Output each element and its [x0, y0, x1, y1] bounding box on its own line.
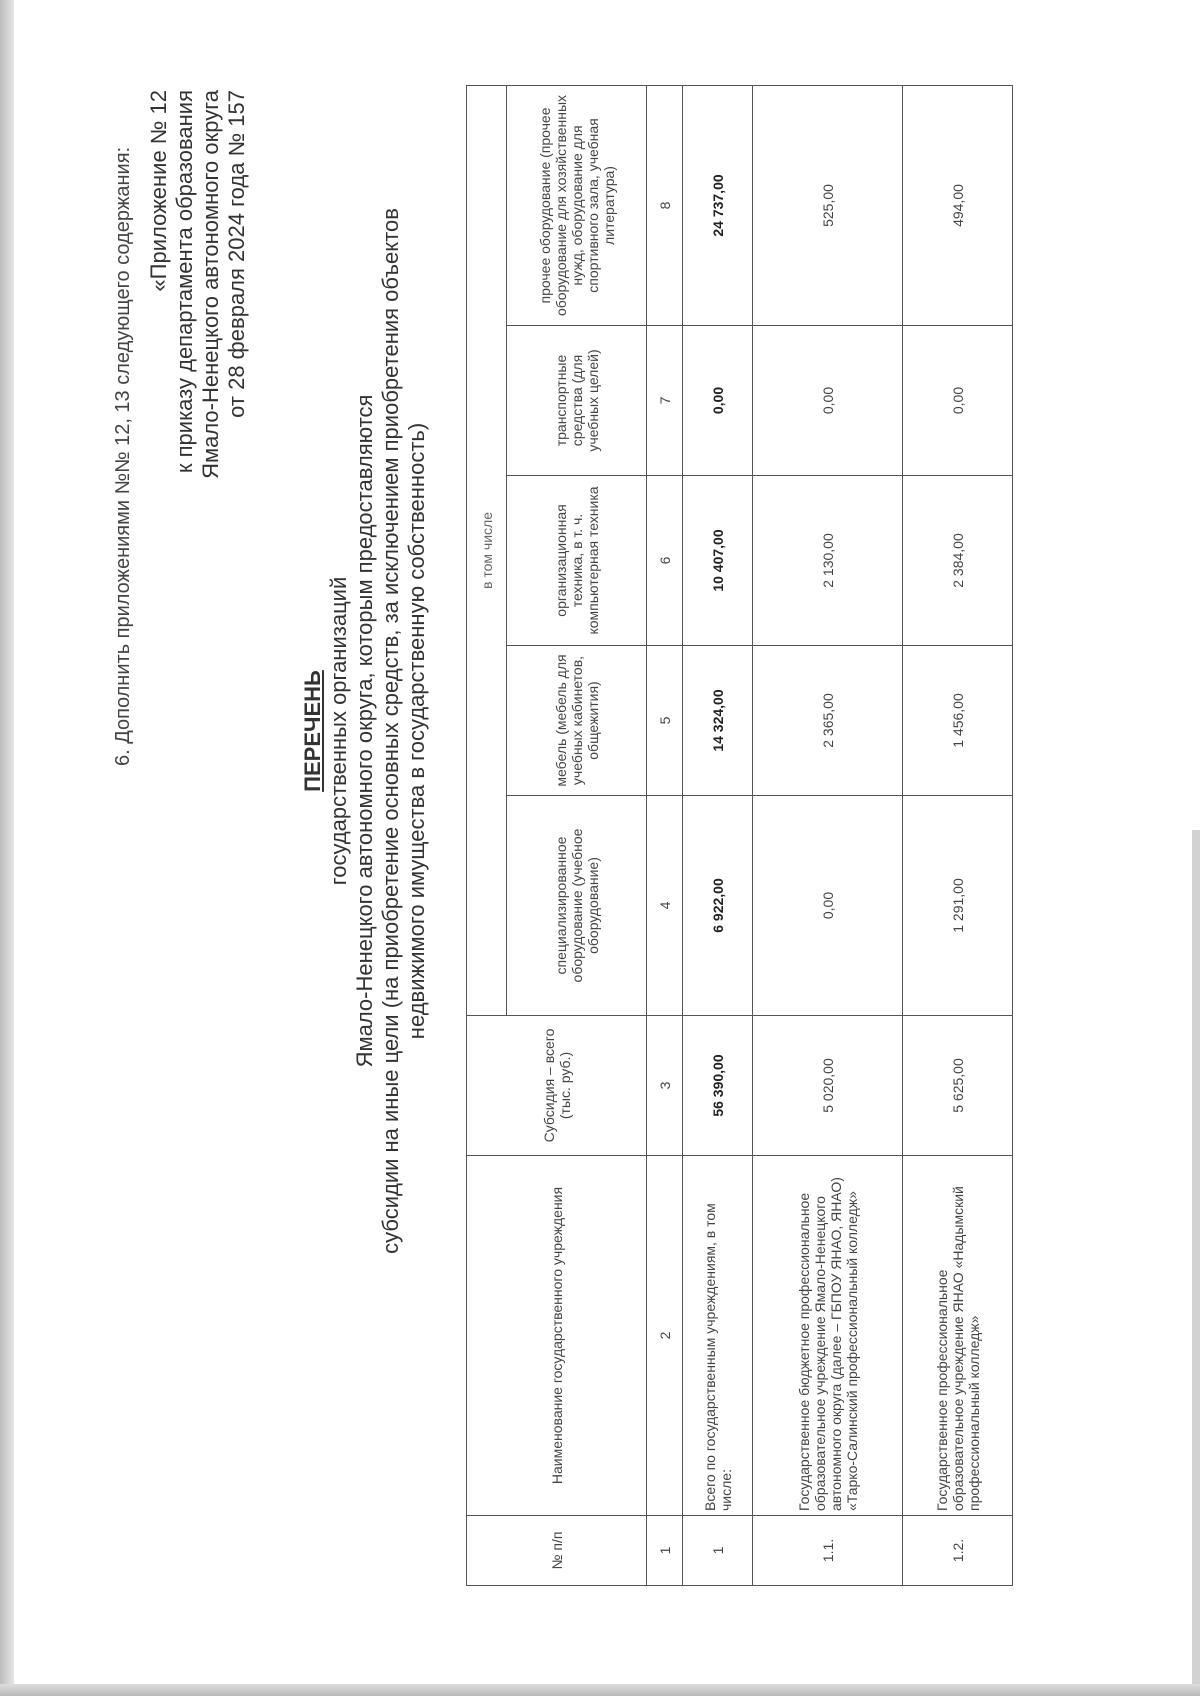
row-name: Всего по государственным учреждениям, в том числе:: [683, 1156, 753, 1516]
table-row: [683, 85, 753, 1585]
row-total: 5 020,00: [753, 1016, 903, 1156]
appendix-header: [146, 90, 250, 650]
header-other-equipment: прочее оборудование (прочее оборудование для хозяйственных нужд, оборудование для спортивного зала, учебная литература): [507, 85, 647, 325]
column-number: 2: [647, 1156, 683, 1516]
row-num: 1.2.: [903, 1516, 1013, 1586]
column-number: 1: [647, 1516, 683, 1586]
header-special-equipment: специализированное оборудование (учебное оборудование): [507, 796, 647, 1016]
row-special-equipment: 0,00: [753, 796, 903, 1016]
header-group: в том числе: [467, 85, 507, 1015]
row-furniture: 2 365,00: [753, 646, 903, 796]
table-row: [753, 85, 903, 1585]
header-num: № п/п: [467, 1516, 647, 1586]
row-other-equipment: 525,00: [753, 85, 903, 325]
row-name: Государственное профессиональное образовательное учреждение ЯНАО «Надымский профессиональный колледж»: [903, 1156, 1013, 1516]
column-number: 7: [647, 326, 683, 476]
row-other-equipment: 24 737,00: [683, 85, 753, 325]
title-line: субсидии на иные цели (на приобретение основных средств, за исключением приобретения объектов: [378, 208, 403, 1254]
intro-paragraph: 6. Дополнить приложениями №№ 12, 13 следующего содержания:: [112, 146, 134, 766]
column-number: 3: [647, 1016, 683, 1156]
title-line: недвижимого имущества в государственную собственность): [404, 422, 429, 1040]
row-num: 1: [683, 1516, 753, 1586]
row-office-equipment: 2 130,00: [753, 476, 903, 646]
row-special-equipment: 6 922,00: [683, 796, 753, 1016]
row-total: 56 390,00: [683, 1016, 753, 1156]
title-line: Ямало-Ненецкого автономного округа, которым предоставляются: [352, 394, 377, 1068]
column-number-row: [647, 85, 683, 1585]
column-number: 4: [647, 796, 683, 1016]
row-vehicles: 0,00: [903, 326, 1013, 476]
document-title: [300, 161, 430, 1301]
row-vehicles: 0,00: [753, 326, 903, 476]
row-num: 1.1.: [753, 1516, 903, 1586]
row-special-equipment: 1 291,00: [903, 796, 1013, 1016]
header-total: Субсидия – всего (тыс. руб.): [467, 1016, 647, 1156]
column-number: 6: [647, 476, 683, 646]
table-row: [903, 85, 1013, 1585]
row-office-equipment: 2 384,00: [903, 476, 1013, 646]
subsidy-table: [466, 85, 1013, 1586]
appendix-line: от 28 февраля 2024 года № 157: [224, 90, 249, 418]
row-other-equipment: 494,00: [903, 85, 1013, 325]
column-number: 5: [647, 646, 683, 796]
title-main: ПЕРЕЧЕНЬ: [300, 670, 325, 792]
row-total: 5 625,00: [903, 1016, 1013, 1156]
title-line: государственных организаций: [326, 576, 351, 886]
row-furniture: 1 456,00: [903, 646, 1013, 796]
appendix-line: к приказу департамента образования: [172, 90, 197, 474]
row-vehicles: 0,00: [683, 326, 753, 476]
row-name: Государственное бюджетное профессиональное образовательное учреждение Ямало-Ненецкого автономного округа (далее – ГБПОУ ЯНАО, ЯНАО) «Тарко-Салинский профессиональный колледж»: [753, 1156, 903, 1516]
header-furniture: мебель (мебель для учебных кабинетов, общежития): [507, 646, 647, 796]
row-furniture: 14 324,00: [683, 646, 753, 796]
appendix-line: Ямало-Ненецкого автономного округа: [198, 90, 223, 479]
column-number: 8: [647, 85, 683, 325]
row-office-equipment: 10 407,00: [683, 476, 753, 646]
appendix-line: «Приложение № 12: [146, 90, 171, 292]
header-vehicles: транспортные средства (для учебных целей): [507, 326, 647, 476]
header-name: Наименование государственного учреждения: [467, 1156, 647, 1516]
header-office-equipment: организационная техника, в т. ч. компьютерная техника: [507, 476, 647, 646]
